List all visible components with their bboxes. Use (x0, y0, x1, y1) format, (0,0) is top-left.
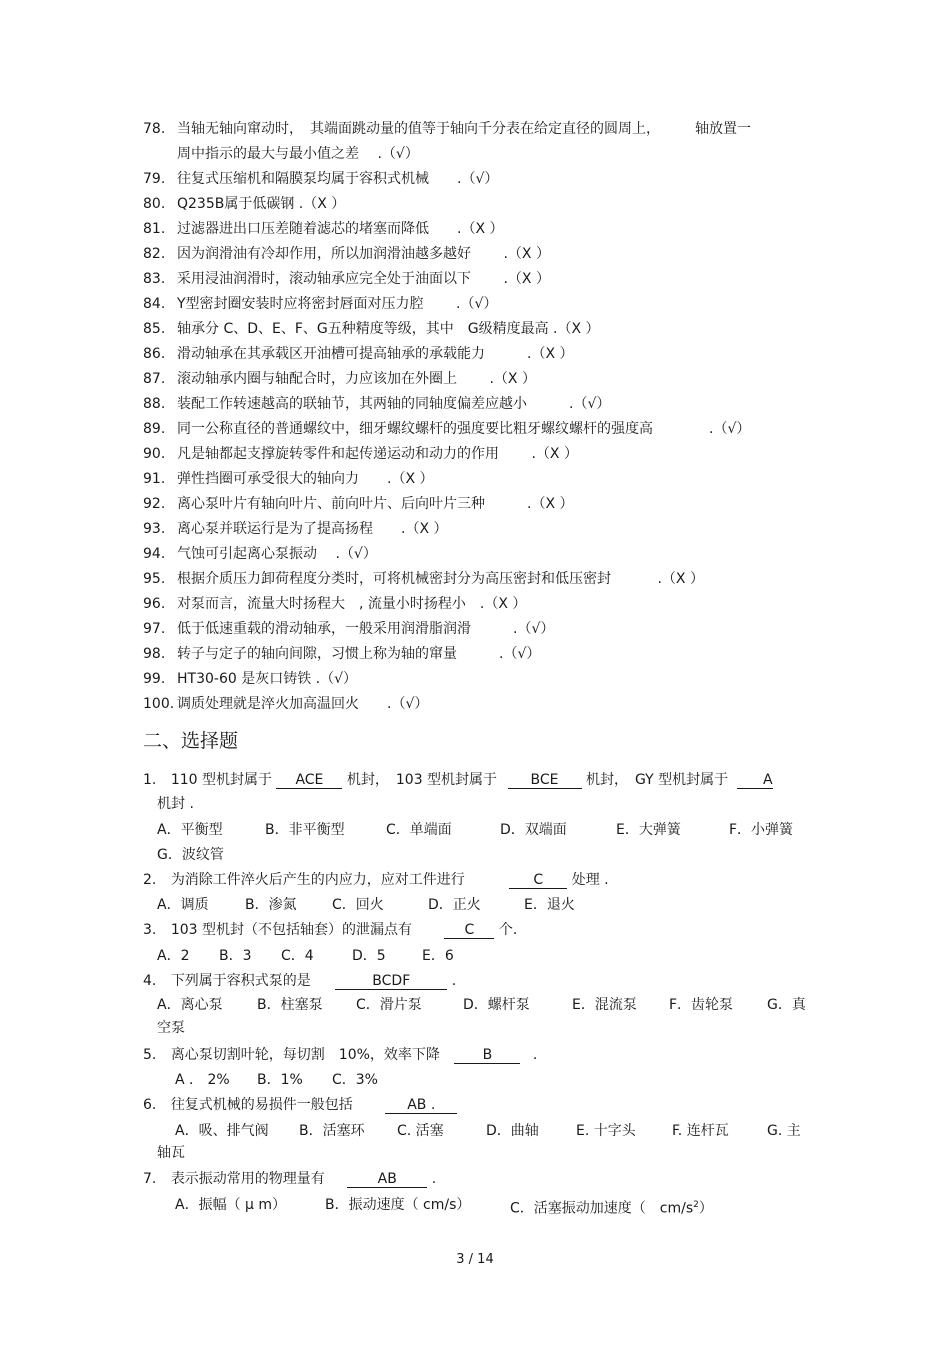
item-number: 86. (143, 346, 166, 362)
option: B．振动速度（ cm/s） (325, 1197, 471, 1213)
question-number: 1. (143, 772, 157, 788)
item-number: 100. (143, 696, 175, 712)
item-statement: 轴承分 C、D、E、F、G五种精度等级，其中 G级精度最高 .（X ） (177, 321, 600, 337)
option: C. 活塞 (397, 1123, 444, 1139)
item-number: 90. (143, 446, 166, 462)
item-statement: 当轴无轴向窜动时， 其端面跳动量的值等于轴向千分表在给定直径的圆周上， 轴放置一 (177, 121, 751, 137)
item-number: 95. (143, 571, 166, 587)
answer-blank: C (444, 922, 494, 939)
item-number: 92. (143, 496, 166, 512)
item-statement: 往复式压缩机和隔膜泵均属于容积式机械 .（√） (177, 171, 499, 187)
question-continuation: 机封 . (157, 796, 194, 812)
answer-blank: C (509, 872, 567, 889)
option: F．小弹簧 (729, 822, 794, 838)
option: G．真 (767, 997, 806, 1013)
option: C．活塞振动加速度（ cm/s (510, 1200, 694, 1217)
item-statement: 弹性挡圈可承受很大的轴向力 .（X ） (177, 471, 434, 487)
item-number: 80. (143, 196, 166, 212)
option: G. 主 (767, 1123, 801, 1139)
question-text: 下列属于容积式泵的是 (170, 973, 311, 989)
item-statement: 调质处理就是淬火加高温回火 .（√） (177, 696, 429, 712)
section-title: 二、选择题 (143, 730, 239, 752)
answer-blank: A (737, 772, 773, 789)
item-number: 99. (143, 671, 166, 687)
item-statement: 滑动轴承在其承载区开油槽可提高轴承的承载能力 .（X ） (177, 346, 574, 362)
option: E. 十字头 (576, 1123, 636, 1139)
option-c (510, 1196, 713, 1218)
item-number: 83. (143, 271, 166, 287)
option: F. 连杆瓦 (672, 1123, 729, 1139)
item-statement: 采用浸油润滑时，滚动轴承应完全处于油面以下 .（X ） (177, 271, 550, 287)
question-text: . (532, 1047, 538, 1063)
item-number: 94. (143, 546, 166, 562)
question-text: . (431, 1171, 437, 1187)
question-text: . (451, 973, 457, 989)
option: C．3% (332, 1072, 378, 1088)
question-5 (143, 1046, 537, 1064)
item-number: 82. (143, 246, 166, 262)
option-close: ） (698, 1200, 713, 1217)
option: B．3 (219, 948, 252, 964)
option: F．齿轮泵 (669, 997, 734, 1013)
item-statement: 对泵而言，流量大时扬程大 , 流量小时扬程小 .（X ） (177, 596, 527, 612)
option: C．4 (281, 948, 314, 964)
item-number: 88. (143, 396, 166, 412)
option: D．螺杆泵 (463, 997, 530, 1013)
item-number: 93. (143, 521, 166, 537)
question-text: 103 型机封（不包括轴套）的泄漏点有 (170, 922, 412, 938)
item-number: 81. (143, 221, 166, 237)
option: E．6 (422, 948, 454, 964)
option: D．曲轴 (486, 1123, 539, 1139)
item-number: 78. (143, 121, 166, 137)
item-statement: Q235B属于低碳钢 .（X ） (177, 196, 346, 212)
question-continuation: 空泵 (157, 1020, 185, 1036)
option: D．5 (352, 948, 386, 964)
item-statement: 同一公称直径的普通螺纹中，细牙螺纹螺杆的强度要比粗牙螺纹螺杆的强度高 .（√） (177, 421, 751, 437)
question-2 (143, 871, 609, 889)
item-number: 98. (143, 646, 166, 662)
superscript: 2 (693, 1200, 699, 1210)
item-statement: 装配工作转速越高的联轴节，其两轴的同轴度偏差应越小 .（√） (177, 396, 611, 412)
item-statement: 离心泵叶片有轴向叶片、前向叶片、后向叶片三种 .（X ） (177, 496, 574, 512)
item-statement: 滚动轴承内圈与轴配合时，力应该加在外圈上 .（X ） (177, 371, 536, 387)
question-7 (143, 1170, 436, 1188)
item-statement: 根据介质压力卸荷程度分类时，可将机械密封分为高压密封和低压密封 .（X ） (177, 571, 704, 587)
question-text: 机封， 103 型机封属于 (346, 772, 498, 788)
option: C．滑片泵 (356, 997, 422, 1013)
item-statement: 低于低速重载的滑动轴承，一般采用润滑脂润滑 .（√） (177, 621, 555, 637)
question-text: 表示振动常用的物理量有 (170, 1171, 325, 1187)
answer-blank: ACE (276, 772, 342, 789)
question-number: 4. (143, 973, 157, 989)
answer-blank: B (454, 1047, 520, 1064)
item-number: 97. (143, 621, 166, 637)
item-number: 89. (143, 421, 166, 437)
option: A．吸、排气阀 (175, 1123, 269, 1139)
option: A．离心泵 (157, 997, 223, 1013)
question-text: 处理 . (571, 872, 609, 888)
question-text: 为消除工件淬火后产生的内应力，应对工件进行 (170, 872, 465, 888)
item-statement: 凡是轴都起支撑旋转零件和起传递运动和动力的作用 .（X ） (177, 446, 578, 462)
question-text: 离心泵切割叶轮，每切割 10%，效率下降 (170, 1047, 440, 1063)
answer-blank: AB (347, 1171, 427, 1188)
option: B．非平衡型 (265, 822, 345, 838)
option: B．渗氮 (245, 897, 297, 913)
option: C．回火 (332, 897, 384, 913)
question-continuation: 轴瓦 (157, 1145, 185, 1161)
item-statement: 过滤器进出口压差随着滤芯的堵塞而降低 .（X ） (177, 221, 504, 237)
item-number: 84. (143, 296, 166, 312)
item-statement: 离心泵并联运行是为了提高扬程 .（X ） (177, 521, 448, 537)
option: D．双端面 (500, 822, 567, 838)
question-3 (143, 921, 517, 939)
option: A．振幅（ μ m） (175, 1197, 287, 1213)
page-number: 3 / 14 (456, 1252, 494, 1267)
question-text: 机封， GY 型机封属于 (585, 772, 729, 788)
question-number: 5. (143, 1047, 157, 1063)
item-statement: HT30-60 是灰口铸铁 .（√） (177, 671, 358, 687)
answer-blank: BCE (508, 772, 582, 789)
option: A ． 2% (175, 1072, 230, 1088)
question-text: 个. (498, 922, 518, 938)
option: C．单端面 (386, 822, 452, 838)
question-text: 110 型机封属于 (170, 772, 272, 788)
option: B．活塞环 (299, 1123, 365, 1139)
question-number: 3. (143, 922, 157, 938)
question-1 (143, 771, 773, 789)
option: E．退火 (524, 897, 575, 913)
option: D．正火 (428, 897, 481, 913)
option: E．混流泵 (572, 997, 637, 1013)
option: A．调质 (157, 897, 209, 913)
option: B．柱塞泵 (257, 997, 323, 1013)
item-statement: Y型密封圈安装时应将密封唇面对压力腔 .（√） (177, 296, 498, 312)
option: G．波纹管 (157, 847, 224, 863)
item-number: 79. (143, 171, 166, 187)
item-number: 96. (143, 596, 166, 612)
option: A．2 (157, 948, 190, 964)
item-statement: 因为润滑油有冷却作用，所以加润滑油越多越好 .（X ） (177, 246, 550, 262)
question-number: 6. (143, 1097, 157, 1113)
item-statement-continuation: 周中指示的最大与最小值之差 .（√） (177, 146, 419, 162)
option: B．1% (257, 1072, 303, 1088)
item-statement: 气蚀可引起离心泵振动 .（√） (177, 546, 377, 562)
item-number: 85. (143, 321, 166, 337)
question-number: 2. (143, 872, 157, 888)
question-6 (143, 1096, 457, 1114)
option: E．大弹簧 (616, 822, 681, 838)
question-number: 7. (143, 1171, 157, 1187)
item-statement: 转子与定子的轴向间隙，习惯上称为轴的窜量 .（√） (177, 646, 541, 662)
question-text: 往复式机械的易损件一般包括 (170, 1097, 353, 1113)
item-number: 91. (143, 471, 166, 487)
option: A．平衡型 (157, 822, 223, 838)
question-4 (143, 972, 456, 990)
answer-blank: AB . (385, 1097, 457, 1114)
answer-blank: BCDF (335, 973, 447, 990)
item-number: 87. (143, 371, 166, 387)
